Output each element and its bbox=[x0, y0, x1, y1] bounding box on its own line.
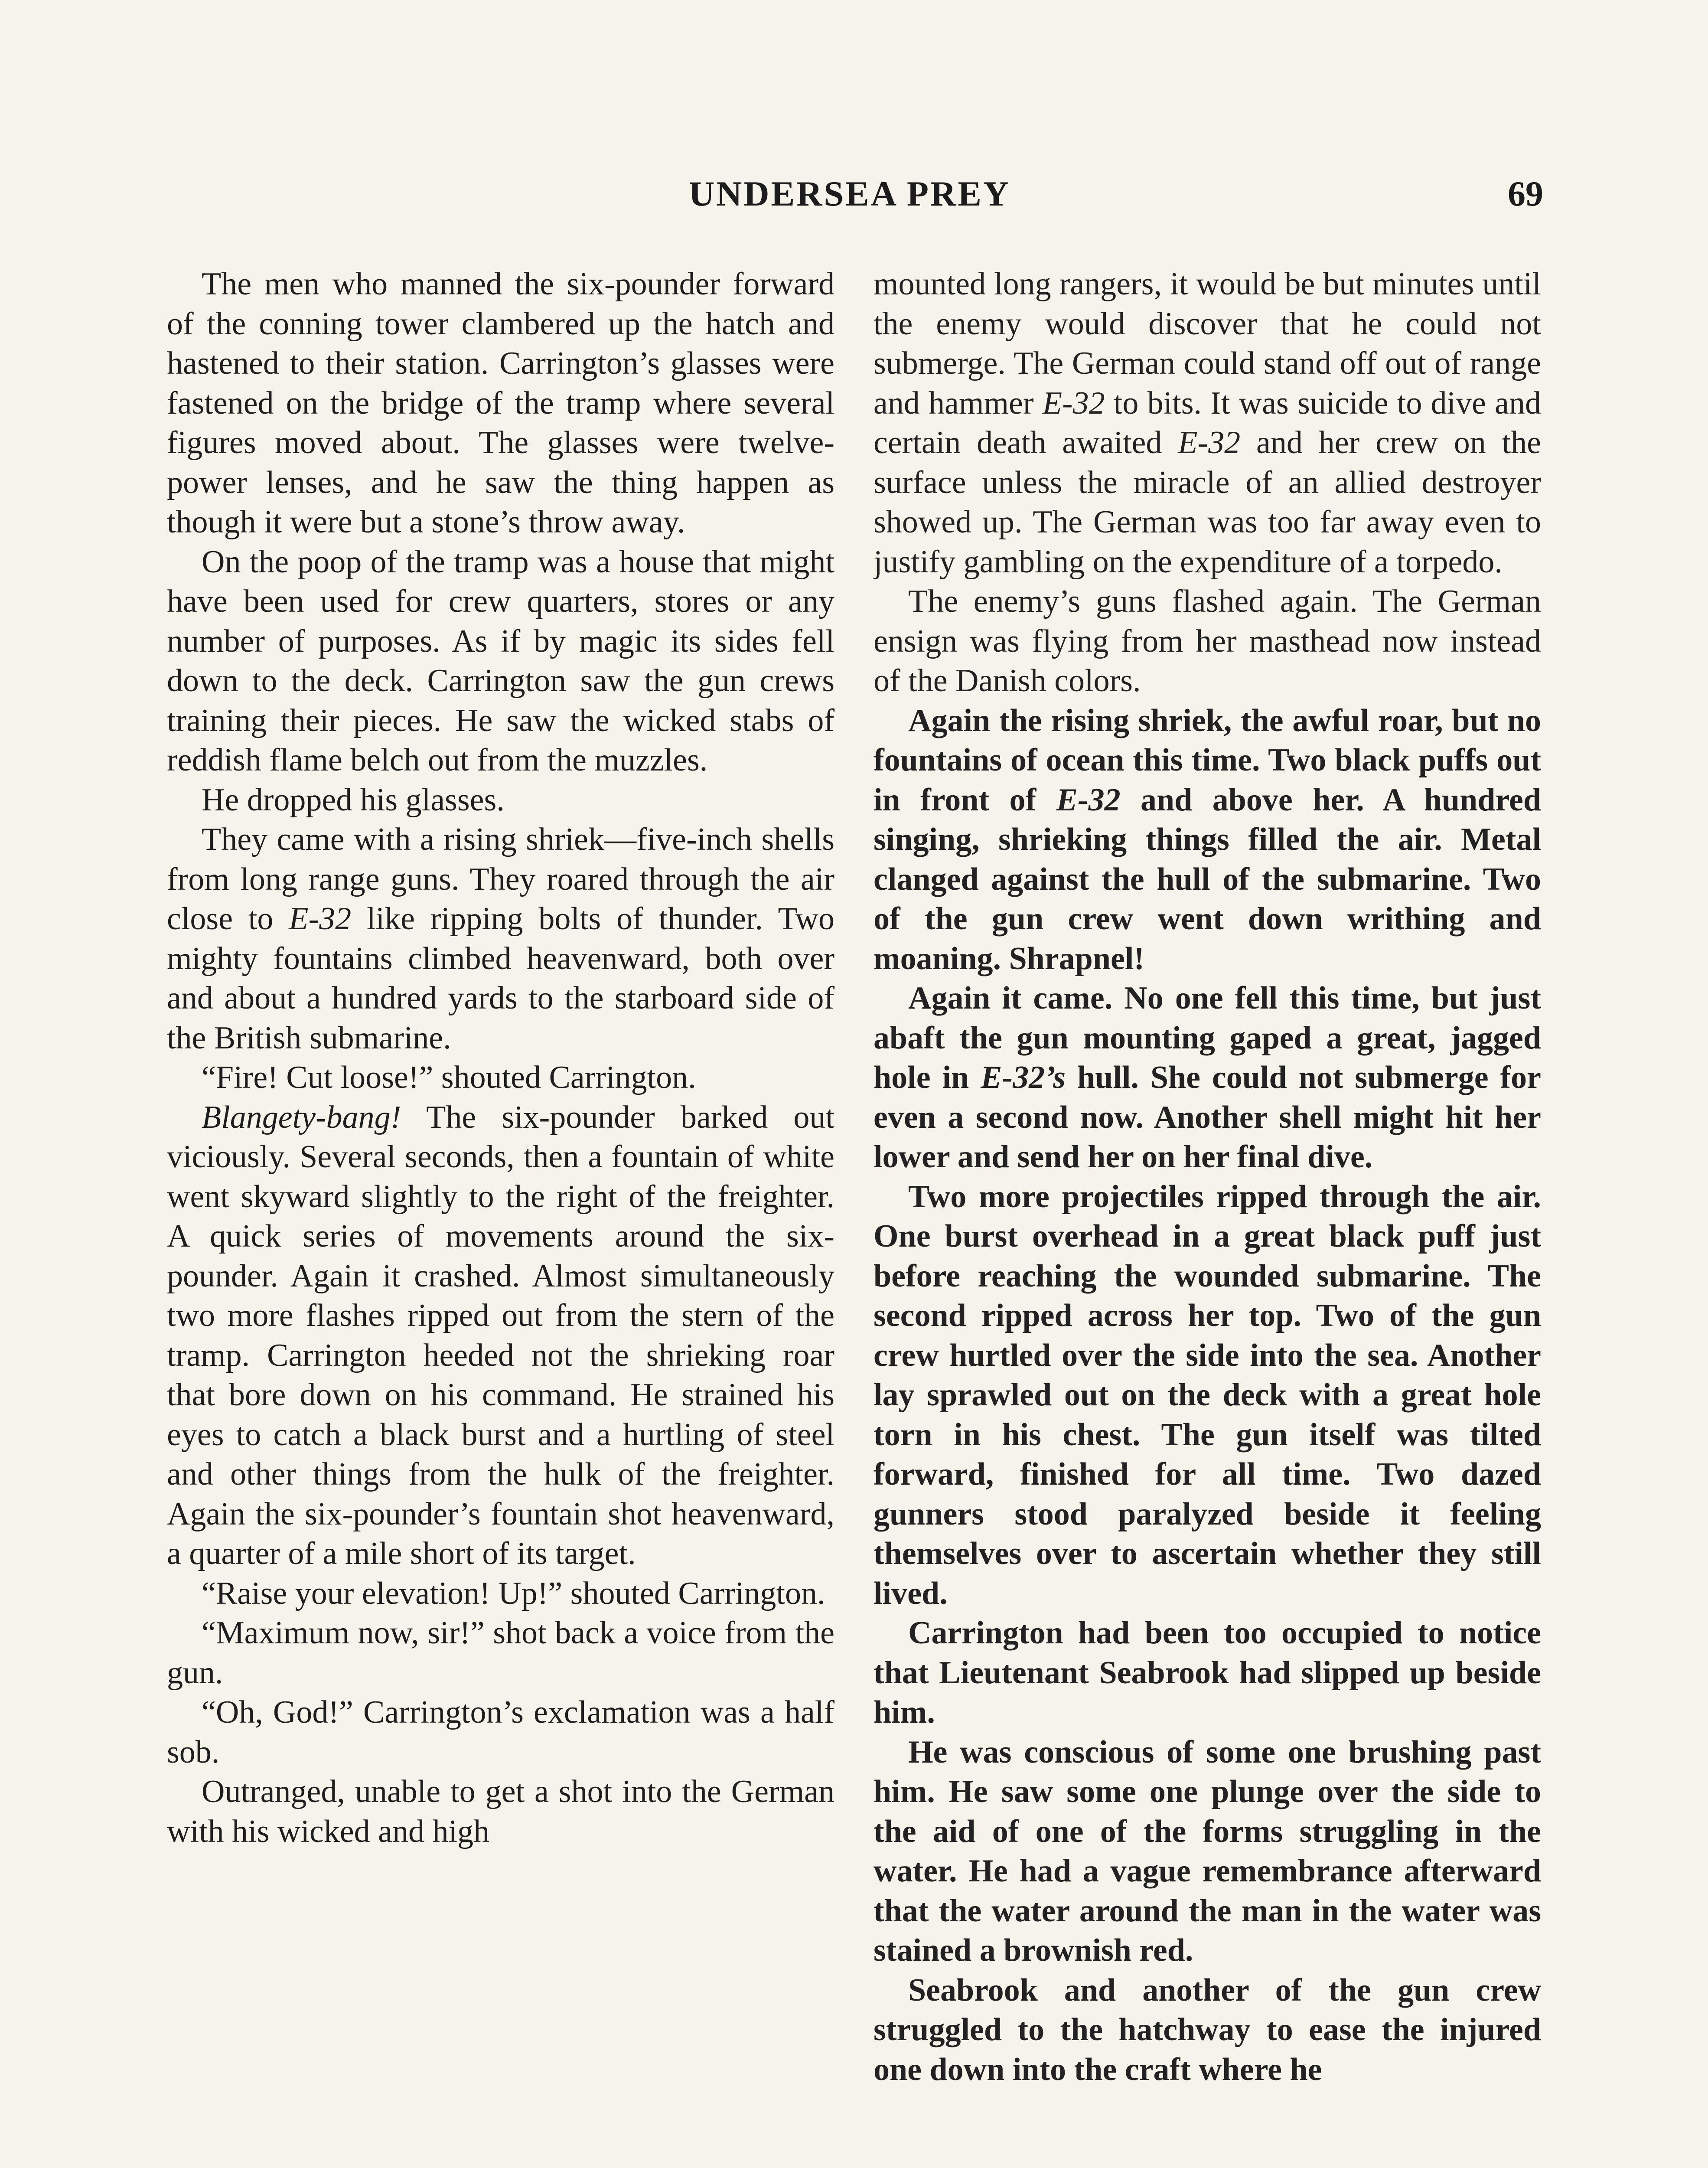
vessel-name: E-32’s bbox=[981, 1060, 1066, 1095]
vessel-name: E-32 bbox=[1178, 425, 1241, 460]
text-run: The six-pounder barked out viciously. Several seconds, then a fountain of white went skyward slightly to the right of the freighter. A quick series of movements around the six-pounder. Again it crashed. Almost simultaneously two more flashes ripped out from the stern of the tramp. Carrington heeded not the shrieking roar that bore down on his command. He strained his eyes to catch a black burst and a hurtling of steel and other things from the hulk of the freighter. Again the six-pounder’s fountain shot heavenward, a quarter of a mile short of its target. bbox=[167, 1099, 834, 1571]
vessel-name: E-32 bbox=[1056, 782, 1121, 818]
paragraph bbox=[167, 820, 834, 1058]
paragraph: Two more projectiles ripped through the air. One burst overhead in a great black puff just before reaching the wounded submarine. The second ripped across her top. Two of the gun crew hurtled over the side into the sea. Another lay sprawled out on the deck with a great hole torn in his chest. The gun itself was tilted forward, finished for all time. Two dazed gunners stood paralyzed beside it feeling themselves over to ascertain whether they still lived. bbox=[874, 1179, 1541, 1611]
paragraph bbox=[874, 264, 1541, 582]
paragraph: “Fire! Cut loose!” shouted Carrington. bbox=[202, 1060, 696, 1095]
paragraph: “Maximum now, sir!” shot back a voice from the gun. bbox=[167, 1615, 834, 1691]
paragraph: Carrington had been too occupied to notice that Lieutenant Seabrook had slipped up beside him. bbox=[874, 1615, 1541, 1730]
text-run: and her crew on the surface unless the miracle of an allied destroyer showed up. The German was too far away even to justify gambling on the expenditure of a torpedo. bbox=[874, 425, 1541, 580]
paragraph: The men who manned the six-pounder forward of the conning tower clambered up the hatch and hastened to their station. Carrington’s glasses were fastened on the bridge of the tramp where several figures moved about. The glasses were twelve-power lenses, and he saw the thing happen as though it were but a stone’s throw away. bbox=[167, 266, 834, 540]
paragraph bbox=[167, 1098, 834, 1574]
paragraph: Seabrook and another of the gun crew struggled to the hatchway to ease the injured one down into the craft where he bbox=[874, 1972, 1541, 2087]
text-run: They came with a rising shriek—five-inch shells from long range guns. They roared through the air close to bbox=[167, 822, 834, 937]
text-run: mounted long rangers, it would be but minutes until the enemy would discover that he could not submerge. The German could stand off out of range and hammer bbox=[874, 266, 1541, 421]
text-run: like ripping bolts of thunder. Two mighty fountains climbed heavenward, both over and about a hundred yards to the starboard side of the British submarine. bbox=[167, 901, 834, 1056]
paragraph: Outranged, unable to get a shot into the German with his wicked and high bbox=[167, 1774, 834, 1849]
paragraph: “Raise your elevation! Up!” shouted Carrington. bbox=[202, 1575, 825, 1611]
paragraph bbox=[874, 701, 1541, 979]
text-run: Again the rising shriek, the awful roar, but no fountains of ocean this time. Two black puffs out in front of bbox=[874, 702, 1541, 818]
right-text-column bbox=[874, 264, 1541, 2168]
text-run: to bits. It was suicide to dive and certain death awaited bbox=[874, 385, 1541, 460]
page-number: 69 bbox=[1508, 174, 1543, 213]
sound-effect: Blangety-bang! bbox=[202, 1099, 401, 1135]
text-run: Again it came. No one fell this time, but just abaft the gun mounting gaped a great, jagged hole in bbox=[874, 980, 1541, 1095]
paragraph: On the poop of the tramp was a house that might have been used for crew quarters, stores or any number of purposes. As if by magic its sides fell down to the deck. Carrington saw the gun crews training their pieces. He saw the wicked stabs of reddish flame belch out from the muzzles. bbox=[167, 544, 834, 778]
vessel-name: E-32 bbox=[1042, 385, 1105, 421]
text-run: and above her. A hundred singing, shrieking things filled the air. Metal clanged against the hull of the submarine. Two of the gun crew went down writhing and moaning. Shrapnel! bbox=[874, 782, 1541, 976]
paragraph: He was conscious of some one brushing past him. He saw some one plunge over the side to the aid of one of the forms struggling in the water. He had a vague remembrance afterward that the water around the man in the water was stained a brownish red. bbox=[874, 1734, 1541, 1968]
running-head: UNDERSEA PREY bbox=[688, 174, 1011, 213]
paragraph: He dropped his glasses. bbox=[202, 782, 505, 818]
vessel-name: E-32 bbox=[289, 901, 352, 937]
paragraph: “Oh, God!” Carrington’s exclamation was a half sob. bbox=[167, 1695, 834, 1770]
text-run: hull. She could not submerge for even a second now. Another shell might hit her lower and send her on her final dive. bbox=[874, 1060, 1541, 1175]
paragraph: The enemy’s guns flashed again. The German ensign was flying from her masthead now instead of the Danish colors. bbox=[874, 584, 1541, 699]
left-text-column bbox=[167, 264, 834, 2168]
paragraph bbox=[874, 979, 1541, 1177]
